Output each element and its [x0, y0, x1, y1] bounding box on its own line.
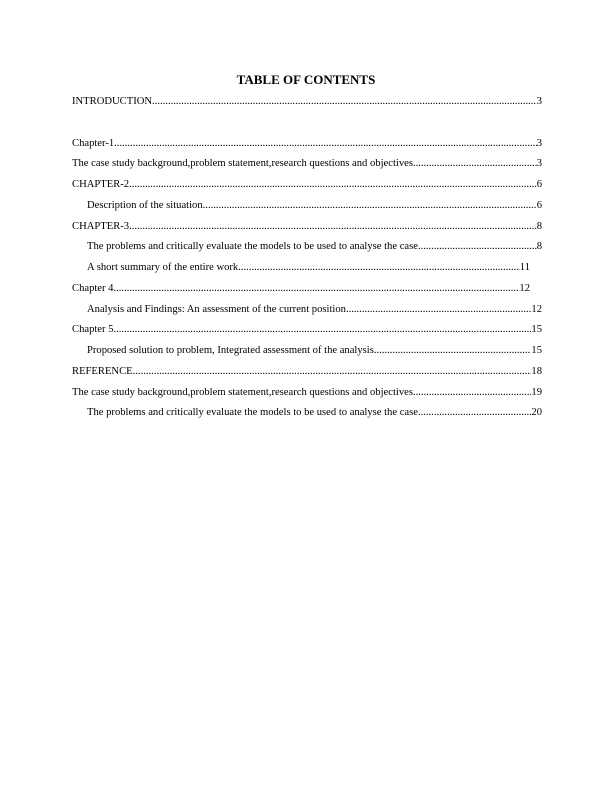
toc-entry-proposed-solution[interactable]	[72, 344, 542, 365]
toc-entry-text: The problems and critically evaluate the models to be used to analyse the case	[87, 407, 418, 419]
toc-entry-case-study-background-appendix[interactable]	[72, 386, 542, 407]
toc-dot-leader	[114, 137, 537, 151]
toc-entry-text: Chapter 4	[72, 282, 114, 294]
toc-dot-leader	[418, 240, 537, 254]
toc-dot-leader	[346, 303, 531, 317]
toc-entry-text: The case study background,problem statement,research questions and objectives	[72, 158, 413, 170]
toc-dot-leader	[129, 178, 537, 192]
toc-page-number: 15	[531, 345, 542, 356]
toc-entry-reference[interactable]	[72, 365, 542, 386]
toc-dot-leader	[152, 95, 537, 109]
toc-page-number: 3	[536, 96, 542, 107]
toc-dot-leader	[413, 386, 531, 400]
toc-entry-text: Chapter 5	[72, 324, 114, 336]
toc-entry-text: Chapter-1	[72, 137, 115, 149]
toc-page-number: 8	[536, 241, 542, 253]
toc-entry-text: Proposed solution to problem, Integrated assessment of the analysis	[87, 345, 374, 356]
toc-page-number: 12	[531, 303, 542, 315]
toc-entry-text: The case study background,problem statement,research questions and objectives	[72, 386, 413, 398]
toc-list	[72, 95, 542, 427]
toc-entry-text: The problems and critically evaluate the models to be used to analyse the case	[87, 241, 418, 253]
toc-entry-problems-and-models[interactable]	[72, 240, 542, 261]
toc-page-number: 18	[531, 365, 542, 377]
toc-page-number: 11	[519, 262, 530, 273]
toc-entry-problems-and-models-appendix[interactable]	[72, 406, 542, 427]
toc-entry-text: Analysis and Findings: An assessment of the current position	[87, 303, 346, 315]
toc-entry-chapter-2[interactable]	[72, 178, 542, 199]
toc-entry-introduction[interactable]	[72, 95, 542, 116]
toc-dot-leader	[203, 199, 537, 213]
toc-page-number: 12	[519, 282, 530, 294]
toc-dot-leader	[374, 344, 532, 358]
toc-entry-chapter-3[interactable]	[72, 220, 542, 241]
toc-title: TABLE OF CONTENTS	[236, 72, 376, 87]
toc-entry-case-study-background[interactable]	[72, 157, 542, 178]
toc-entry-analysis-and-findings[interactable]	[72, 303, 542, 324]
toc-entry-text: CHAPTER-2	[72, 179, 130, 190]
toc-dot-leader	[418, 406, 531, 420]
toc-entry-text: A short summary of the entire work	[87, 262, 239, 273]
toc-page-number: 15	[531, 324, 542, 336]
toc-page-number: 6	[536, 179, 542, 190]
toc-entry-short-summary[interactable]	[72, 261, 542, 282]
toc-page-number: 20	[531, 407, 542, 419]
toc-entry-description-of-situation[interactable]	[72, 199, 542, 220]
toc-dot-leader	[113, 323, 531, 337]
toc-entry-chapter-4[interactable]	[72, 282, 542, 303]
toc-page-number: 3	[536, 137, 542, 149]
toc-page-number: 3	[536, 158, 542, 170]
toc-page-number: 19	[531, 386, 542, 398]
toc-entry-text: REFERENCE	[72, 365, 133, 377]
toc-entry-text: Description of the situation	[87, 199, 203, 211]
toc-dot-leader	[413, 157, 537, 171]
toc-dot-leader	[238, 261, 520, 275]
toc-entry-chapter-1[interactable]	[72, 137, 542, 158]
toc-dot-leader	[113, 282, 519, 296]
toc-dot-leader	[129, 220, 537, 234]
toc-entry-chapter-5[interactable]	[72, 323, 542, 344]
toc-dot-leader	[133, 365, 532, 379]
toc-entry-text: INTRODUCTION	[72, 96, 153, 107]
toc-page-number: 6	[536, 199, 542, 211]
toc-page-number: 8	[536, 220, 542, 232]
toc-entry-text: CHAPTER-3	[72, 220, 130, 232]
